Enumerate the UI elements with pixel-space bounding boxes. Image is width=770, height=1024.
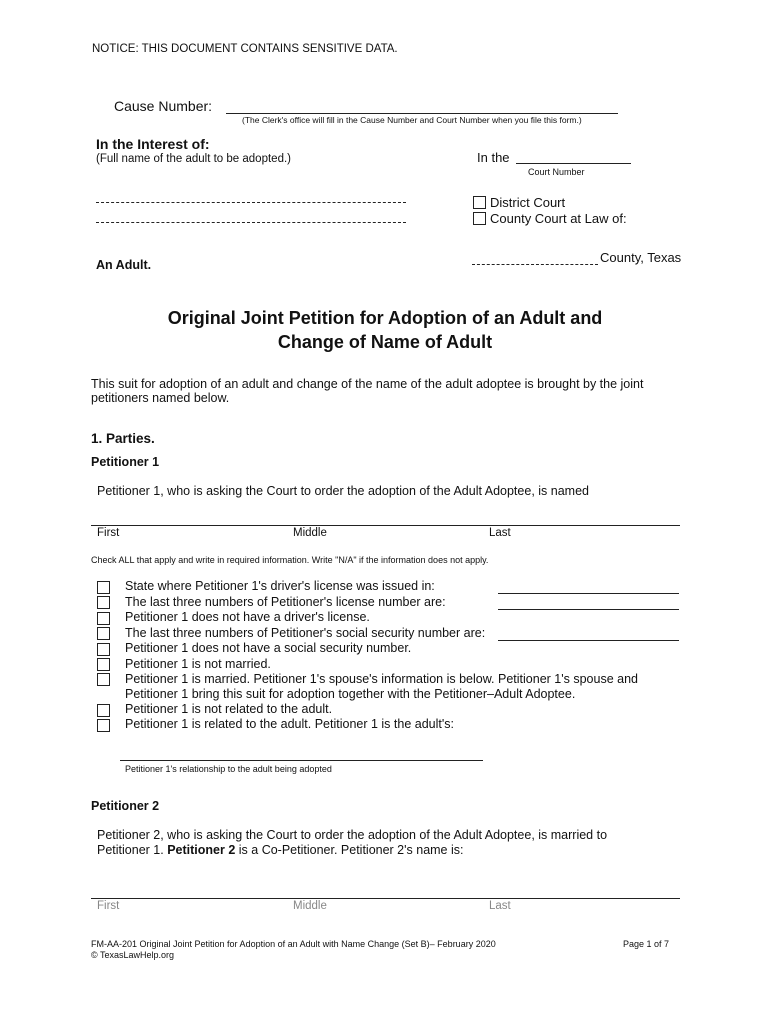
county-texas-label: County, Texas — [600, 250, 682, 265]
interest-sub: (Full name of the adult to be adopted.) — [96, 153, 291, 165]
cause-number-field[interactable] — [226, 113, 618, 114]
checkbox-ssn[interactable] — [97, 627, 110, 640]
dl-number-field[interactable] — [498, 609, 679, 610]
in-the-label: In the — [477, 150, 510, 165]
footer-form-id: FM-AA-201 Original Joint Petition for Adoption of an Adult with Name Change (Set B)– February 2020 — [91, 939, 496, 949]
ssn-field[interactable] — [498, 640, 679, 641]
court-number-field[interactable] — [516, 163, 631, 164]
district-court-label: District Court — [490, 195, 566, 210]
checklist-item: Petitioner 1 is related to the adult. Petitioner 1 is the adult's: — [125, 717, 454, 731]
footer-page-number: Page 1 of 7 — [623, 939, 670, 949]
checkbox-not-related[interactable] — [97, 704, 110, 717]
cause-number-note: (The Clerk's office will fill in the Cause Number and Court Number when you file this form.) — [242, 115, 582, 125]
intro-line-1: This suit for adoption of an adult and change of the name of the adult adoptee is brought by the joint — [91, 377, 644, 391]
name-first-label: First — [97, 527, 120, 539]
county-field[interactable] — [472, 264, 598, 265]
title-line-1: Original Joint Petition for Adoption of an Adult and — [167, 308, 603, 328]
petitioner-1-intro: Petitioner 1, who is asking the Court to order the adoption of the Adult Adoptee, is named — [97, 484, 589, 498]
title-line-2: Change of Name of Adult — [277, 332, 493, 352]
relationship-field[interactable] — [120, 760, 483, 761]
name-middle-label: Middle — [293, 527, 327, 539]
checkbox-not-married[interactable] — [97, 658, 110, 671]
footer-copyright: © TexasLawHelp.org — [91, 950, 175, 960]
checklist-item: State where Petitioner 1's driver's license was issued in: — [125, 579, 435, 593]
district-court-checkbox[interactable] — [473, 196, 486, 209]
petitioner-2-line-2-c: is a Co-Petitioner — [238, 843, 334, 857]
checklist-item: Petitioner 1 is married. Petitioner 1's spouse's information is below. Petitioner 1's spouse and — [125, 672, 638, 686]
parties-heading: 1. Parties. — [91, 431, 155, 446]
checklist-item: Petitioner 1 is not related to the adult. — [125, 702, 333, 716]
checklist-item: Petitioner 1 does not have a social security number. — [125, 641, 412, 655]
relationship-label: Petitioner 1's relationship to the adult being adopted — [125, 764, 332, 774]
p2-name-first-label: First — [97, 900, 120, 912]
cause-number-label: Cause Number: — [114, 98, 213, 114]
checkbox-dl-state[interactable] — [97, 581, 110, 594]
sensitive-notice: NOTICE: THIS DOCUMENT CONTAINS SENSITIVE DATA. — [92, 43, 398, 55]
county-court-label: County Court at Law of: — [490, 211, 627, 226]
p2-name-last-label: Last — [489, 900, 511, 912]
checklist-item: Petitioner 1 does not have a driver's license. — [125, 610, 370, 624]
checkbox-dl-number[interactable] — [97, 596, 110, 609]
county-court-checkbox[interactable] — [473, 212, 486, 225]
petitioner-2-line-2 — [97, 843, 463, 857]
adult-name-line-1[interactable] — [96, 202, 406, 203]
checkbox-no-dl[interactable] — [97, 612, 110, 625]
interest-label: In the Interest of: — [96, 136, 210, 152]
checklist-item: The last three numbers of Petitioner's social security number are: — [125, 626, 486, 640]
check-instruction: Check ALL that apply and write in required information. Write "N/A" if the information does not apply. — [91, 555, 489, 565]
checkbox-related[interactable] — [97, 719, 110, 732]
petitioner-2-name-field[interactable] — [91, 898, 680, 899]
name-last-label: Last — [489, 527, 511, 539]
petitioner-1-heading: Petitioner 1 — [91, 455, 160, 469]
petitioner-2-line-1: Petitioner 2, who is asking the Court to order the adoption of the Adult Adoptee, is married to — [97, 828, 608, 842]
petitioner-2-line-2-b: Petitioner 2 — [167, 843, 236, 857]
an-adult-label: An Adult. — [96, 258, 152, 272]
checklist-item: The last three numbers of Petitioner's license number are: — [125, 595, 446, 609]
petitioner-2-line-2-d: . Petitioner 2's name is: — [333, 843, 464, 857]
dl-state-field[interactable] — [498, 593, 679, 594]
court-number-label: Court Number — [528, 167, 585, 177]
intro-line-2: petitioners named below. — [91, 391, 230, 405]
petitioner-2-line-2-a: Petitioner 1. — [97, 843, 164, 857]
petitioner-2-heading: Petitioner 2 — [91, 799, 160, 813]
checklist-item: Petitioner 1 is not married. — [125, 657, 271, 671]
checkbox-no-ssn[interactable] — [97, 643, 110, 656]
p2-name-middle-label: Middle — [293, 900, 327, 912]
checkbox-married[interactable] — [97, 673, 110, 686]
adult-name-line-2[interactable] — [96, 222, 406, 223]
petitioner-1-name-field[interactable] — [91, 525, 680, 526]
checklist-item: Petitioner 1 bring this suit for adoption together with the Petitioner–Adult Adoptee. — [125, 687, 576, 701]
